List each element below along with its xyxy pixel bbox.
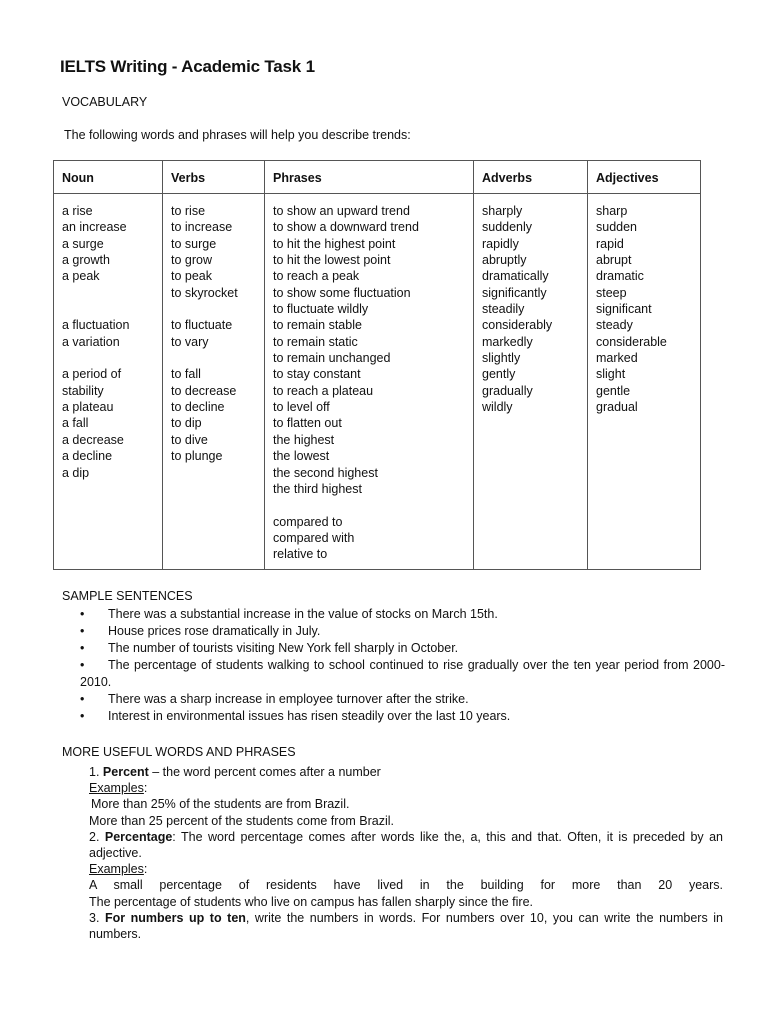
table-cell-entry: to dive [171, 432, 208, 447]
table-cell-entry: to decrease [171, 383, 237, 398]
table-cell-entry: considerable [596, 334, 667, 349]
bullet-icon: • [80, 624, 85, 638]
table-row [54, 194, 701, 570]
table-cell-entry: steep [596, 285, 627, 300]
table-cell-entry: to flatten out [273, 416, 342, 431]
table-cell-entry: the lowest [273, 449, 330, 464]
table-cell-entry: markedly [482, 334, 533, 349]
noun-cell [54, 194, 163, 570]
vocabulary-table [53, 160, 701, 570]
table-cell-entry: the third highest [273, 481, 362, 496]
vocabulary-heading: VOCABULARY [62, 95, 148, 109]
table-cell-entry: to fluctuate wildly [273, 302, 369, 317]
table-cell-entry: a fluctuation [62, 318, 130, 333]
table-cell-entry: to reach a plateau [273, 383, 374, 398]
table-cell-entry: dramatically [482, 269, 549, 284]
table-cell-entry: steadily [482, 302, 525, 317]
table-cell-entry: to hit the highest point [273, 236, 396, 251]
sentence-text: The percentage of students walking to school continued to rise gradually over the ten year period from 2000-2010. [80, 658, 725, 689]
sample-sentences-heading: SAMPLE SENTENCES [62, 589, 193, 603]
table-cell-entry: stability [62, 383, 104, 398]
bullet-icon: • [80, 641, 85, 655]
table-cell-entry: a rise [62, 204, 93, 218]
table-cell-entry: a decline [62, 449, 113, 464]
table-cell-entry [62, 350, 154, 366]
example-line: More than 25 percent of the students come from Brazil. [89, 813, 395, 828]
column-header-adjectives: Adjectives [588, 161, 701, 194]
list-item [80, 640, 725, 657]
table-cell-entry: significant [596, 302, 652, 317]
table-cell-entry: compared to [273, 514, 343, 529]
sentence-text: There was a substantial increase in the value of stocks on March 15th. [108, 607, 498, 621]
item-number: 1. [89, 765, 100, 779]
example-line: The percentage of students who live on campus has fallen sharply since the fire. [89, 894, 534, 909]
sample-sentences-list [80, 606, 725, 725]
list-item [80, 623, 725, 640]
table-cell-entry: a growth [62, 253, 110, 268]
table-cell-entry: relative to [273, 547, 328, 562]
table-cell-entry [171, 350, 256, 366]
table-cell-entry: to increase [171, 220, 233, 235]
column-header-noun: Noun [54, 161, 163, 194]
table-cell-entry: a dip [62, 465, 90, 480]
table-cell-entry: slightly [482, 351, 521, 366]
list-item: • The percentage of students walking to school continued to rise gradually over the ten year period from 2000-2010. [80, 658, 725, 689]
table-cell-entry: a decrease [62, 432, 124, 447]
item-text: , write the numbers in words. For numbers over 10, you can write the numbers in numbers. [89, 910, 723, 942]
bullet-icon: • [80, 607, 85, 621]
document-title: IELTS Writing - Academic Task 1 [60, 57, 315, 76]
item-text: : The word percentage comes after words like the, a, this and that. Often, it is preceded by an adjective. [89, 829, 724, 861]
phrases-cell [265, 194, 474, 570]
table-cell-entry: to dip [171, 416, 202, 431]
table-cell-entry: to grow [171, 253, 212, 268]
table-cell-entry: to level off [273, 400, 330, 415]
item-number: 2. [89, 829, 100, 844]
column-header-adverbs: Adverbs [474, 161, 588, 194]
term-numbers-up-to-ten: For numbers up to ten [104, 910, 246, 925]
sentence-text: The number of tourists visiting New York fell sharply in October. [108, 641, 459, 655]
table-cell-entry: to plunge [171, 449, 223, 464]
table-cell-entry: abruptly [482, 253, 527, 268]
table-cell-entry: the highest [273, 432, 335, 447]
table-cell-entry [273, 497, 465, 513]
table-cell-entry: an increase [62, 220, 127, 235]
table-cell-entry: marked [596, 351, 638, 366]
more-words-heading: MORE USEFUL WORDS AND PHRASES [62, 745, 296, 759]
sentence-text: House prices rose dramatically in July. [108, 624, 321, 638]
column-header-verbs: Verbs [163, 161, 265, 194]
numbers-item [89, 910, 723, 942]
table-cell-entry: to stay constant [273, 367, 361, 382]
examples-label-1 [89, 780, 723, 796]
sentence-text: Interest in environmental issues has risen steadily over the last 10 years. [108, 709, 511, 723]
table-cell-entry: a plateau [62, 400, 114, 415]
table-cell-entry: to show a downward trend [273, 220, 419, 235]
bullet-icon: • [80, 692, 85, 706]
examples-label-2 [89, 861, 723, 877]
table-cell-entry: gentle [596, 383, 631, 398]
table-cell-entry: to vary [171, 334, 209, 349]
intro-text: The following words and phrases will help you describe trends: [64, 128, 411, 142]
table-cell-entry: to surge [171, 236, 217, 251]
table-cell-entry: significantly [482, 285, 547, 300]
term-percent: Percent [102, 765, 149, 779]
percent-item [89, 764, 723, 780]
item-text: – the word percent comes after a number [148, 765, 381, 779]
table-cell-entry: to remain stable [273, 318, 362, 333]
table-cell-entry: a fall [62, 416, 89, 431]
table-cell-entry: to remain static [273, 334, 358, 349]
examples-colon: : [143, 862, 148, 877]
sentence-text: There was a sharp increase in employee turnover after the strike. [108, 692, 469, 706]
table-cell-entry: to rise [171, 204, 206, 218]
table-cell-entry: sharp [596, 204, 628, 218]
table-cell-entry: to show some fluctuation [273, 285, 411, 300]
verbs-cell [163, 194, 265, 570]
table-cell-entry [171, 301, 256, 317]
item-number: 3. [89, 910, 100, 925]
table-cell-entry: to decline [171, 400, 225, 415]
table-cell-entry: to fluctuate [171, 318, 233, 333]
table-cell-entry: to show an upward trend [273, 204, 410, 218]
table-cell-entry: sudden [596, 220, 638, 235]
table-cell-entry: to hit the lowest point [273, 253, 391, 268]
table-cell-entry: a peak [62, 269, 100, 284]
table-cell-entry: gradual [596, 400, 638, 415]
term-percentage: Percentage [104, 829, 173, 844]
adverbs-cell [474, 194, 588, 570]
table-cell-entry: steady [596, 318, 633, 333]
table-cell-entry: a surge [62, 236, 104, 251]
table-cell-entry [62, 301, 154, 317]
table-cell-entry: abrupt [596, 253, 632, 268]
table-cell-entry: rapid [596, 236, 624, 251]
table-cell-entry: to skyrocket [171, 285, 238, 300]
bullet-icon: • [80, 709, 85, 723]
adjectives-cell [588, 194, 701, 570]
table-cell-entry: wildly [482, 400, 513, 415]
table-cell-entry: a variation [62, 334, 120, 349]
table-cell-entry: slight [596, 367, 626, 382]
table-cell-entry: rapidly [482, 236, 519, 251]
table-cell-entry: sharply [482, 204, 523, 218]
table-cell-entry: considerably [482, 318, 553, 333]
example-line: More than 25% of the students are from Brazil. [91, 797, 350, 812]
table-cell-entry: a period of [62, 367, 122, 382]
percentage-item [89, 829, 723, 861]
examples-label: Examples [89, 862, 144, 877]
list-item [80, 691, 725, 708]
list-item [80, 708, 725, 725]
more-words-section [89, 764, 723, 942]
column-header-phrases: Phrases [265, 161, 474, 194]
table-cell-entry: to remain unchanged [273, 351, 391, 366]
table-cell-entry: suddenly [482, 220, 533, 235]
table-cell-entry: to peak [171, 269, 213, 284]
list-item [80, 606, 725, 623]
examples-label: Examples [89, 781, 144, 796]
table-cell-entry: dramatic [596, 269, 644, 284]
table-cell-entry: the second highest [273, 465, 378, 480]
table-header-row [54, 161, 701, 194]
table-cell-entry: to fall [171, 367, 201, 382]
table-cell-entry: to reach a peak [273, 269, 360, 284]
examples-colon: : [143, 781, 148, 796]
table-cell-entry: compared with [273, 530, 355, 545]
table-cell-entry: gradually [482, 383, 533, 398]
table-cell-entry [62, 285, 154, 301]
example-line: A small percentage of residents have lived in the building for more than 20 years. [89, 878, 723, 893]
table-cell-entry: gently [482, 367, 516, 382]
